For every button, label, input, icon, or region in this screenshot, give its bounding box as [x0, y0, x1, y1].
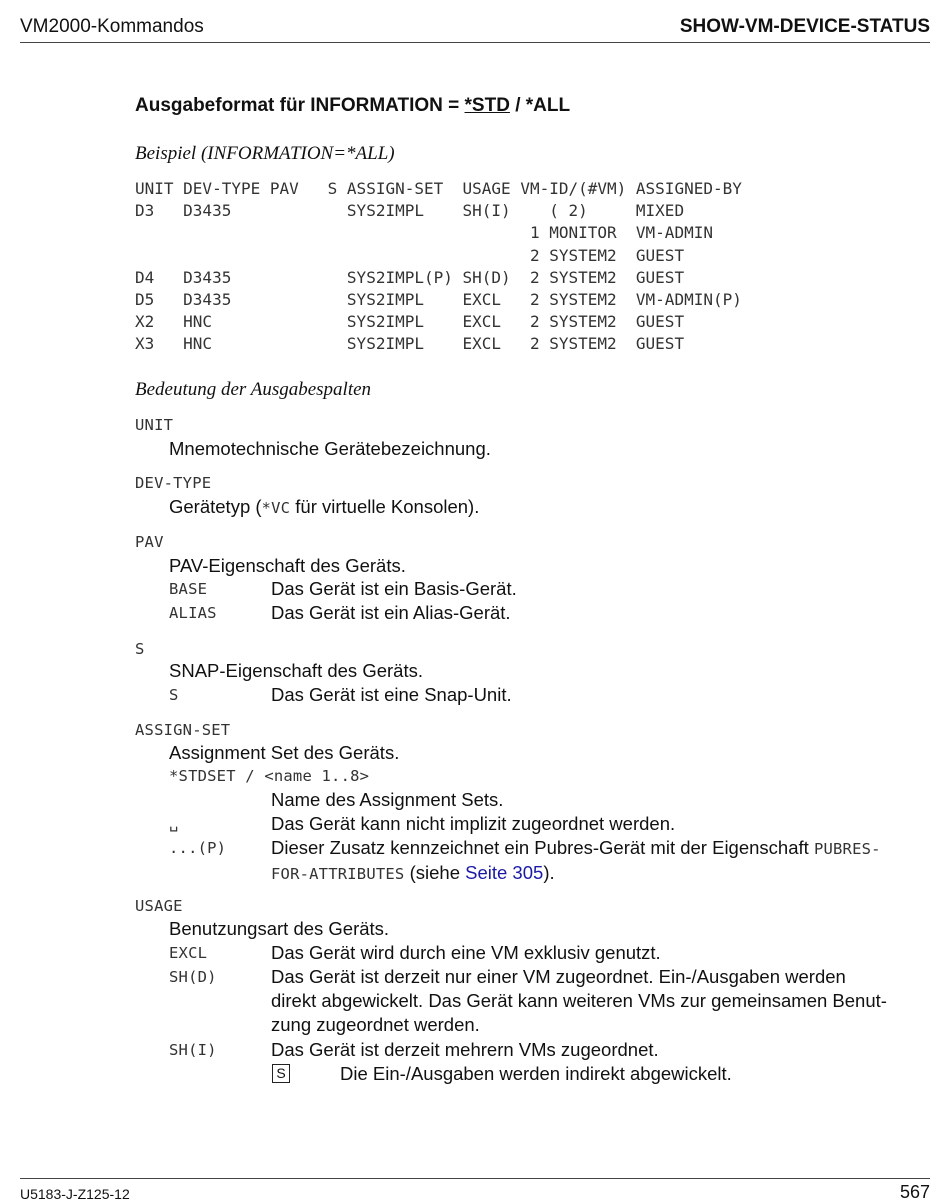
footer-page-number: 567 [899, 1182, 930, 1202]
desc-unit: Mnemotechnische Gerätebezeichnung. [169, 438, 491, 459]
desc-excl: Das Gerät wird durch eine VM exklusiv genutzt. [271, 942, 661, 963]
code-shd: SH(D) [169, 968, 217, 986]
term-assign-set: ASSIGN-SET [135, 721, 231, 739]
code-s: S [169, 686, 179, 704]
desc-dev-type [169, 495, 479, 520]
example-output [135, 178, 742, 356]
code-excl: EXCL [169, 944, 208, 962]
example-line: UNIT DEV-TYPE PAV S ASSIGN-SET USAGE VM-ID/(#VM) ASSIGNED-BY [135, 179, 742, 198]
desc-shd-line2: direkt abgewickelt. Das Gerät kann weiteren VMs zur gemeinsamen Benut- [271, 990, 887, 1011]
desc-dev-type-b: für virtuelle Konsolen). [290, 496, 480, 517]
footer-doc-id: U5183-J-Z125-12 [20, 1186, 130, 1202]
desc-dev-type-code: *VC [261, 499, 291, 517]
desc-p-b: (siehe [404, 862, 466, 883]
example-heading: Beispiel (INFORMATION=*ALL) [135, 143, 395, 164]
example-line: X3 HNC SYS2IMPL EXCL 2 SYSTEM2 GUEST [135, 334, 685, 354]
desc-stdset: Name des Assignment Sets. [271, 789, 504, 810]
header-divider [20, 42, 930, 43]
code-alias: ALIAS [169, 604, 217, 622]
header-title-right: SHOW-VM-DEVICE-STATUS [679, 16, 930, 37]
desc-shd-line3: zung zugeordnet werden. [271, 1014, 480, 1035]
meaning-heading: Bedeutung der Ausgabespalten [135, 379, 372, 400]
desc-shi: Das Gerät ist derzeit mehrern VMs zugeordnet. [271, 1039, 659, 1060]
desc-dev-type-a: Gerätetyp ( [169, 496, 262, 517]
desc-p-c: ). [543, 862, 555, 883]
desc-shd-line1: Das Gerät ist derzeit nur einer VM zugeordnet. Ein-/Ausgaben werden [271, 966, 846, 987]
desc-usage: Benutzungsart des Geräts. [169, 918, 390, 939]
desc-p [271, 836, 931, 886]
s-box-label: S [272, 1064, 290, 1083]
example-line: D5 D3435 SYS2IMPL EXCL 2 SYSTEM2 VM-ADMIN(P) [135, 290, 742, 310]
header-title-left: VM2000-Kommandos [20, 16, 204, 37]
link-page-305[interactable]: Seite 305 [465, 862, 544, 883]
example-line: D3 D3435 SYS2IMPL SH(I) ( 2) MIXED [135, 201, 685, 221]
desc-base: Das Gerät ist ein Basis-Gerät. [271, 578, 517, 599]
term-usage: USAGE [135, 897, 183, 915]
term-s: S [135, 640, 145, 658]
desc-shd [271, 965, 941, 1037]
code-base: BASE [169, 580, 208, 598]
section-title-prefix: Ausgabeformat für INFORMATION = [135, 95, 465, 116]
desc-blank: Das Gerät kann nicht implizit zugeordnet werden. [271, 813, 676, 834]
desc-box-s: Die Ein-/Ausgaben werden indirekt abgewickelt. [340, 1063, 732, 1084]
section-title-suffix: / *ALL [509, 95, 571, 116]
desc-snap-unit: Das Gerät ist eine Snap-Unit. [271, 684, 512, 705]
desc-alias: Das Gerät ist ein Alias-Gerät. [271, 602, 511, 623]
example-line: 2 SYSTEM2 GUEST [135, 245, 685, 265]
desc-assign-set: Assignment Set des Geräts. [169, 742, 400, 763]
example-line: D4 D3435 SYS2IMPL(P) SH(D) 2 SYSTEM2 GUEST [135, 267, 685, 287]
code-p: ...(P) [169, 839, 227, 857]
code-shi: SH(I) [169, 1041, 217, 1059]
desc-p-code2: FOR-ATTRIBUTES [271, 865, 405, 883]
footer-divider [20, 1178, 930, 1179]
desc-pav: PAV-Eigenschaft des Geräts. [169, 555, 406, 576]
example-line: 1 MONITOR VM-ADMIN [135, 223, 713, 243]
term-unit: UNIT [135, 416, 174, 434]
code-stdset: *STDSET / <name 1..8> [169, 767, 370, 785]
s-box-icon [272, 1064, 290, 1083]
desc-s: SNAP-Eigenschaft des Geräts. [169, 660, 423, 681]
code-blank: ␣ [169, 814, 179, 832]
desc-p-a: Dieser Zusatz kennzeichnet ein Pubres-Gerät mit der Eigenschaft [271, 837, 814, 858]
term-dev-type: DEV-TYPE [135, 474, 212, 492]
desc-p-code1: PUBRES- [813, 840, 881, 858]
section-title [135, 95, 570, 117]
term-pav: PAV [135, 533, 164, 551]
example-line: X2 HNC SYS2IMPL EXCL 2 SYSTEM2 GUEST [135, 312, 685, 332]
section-title-std: *STD [464, 95, 510, 116]
